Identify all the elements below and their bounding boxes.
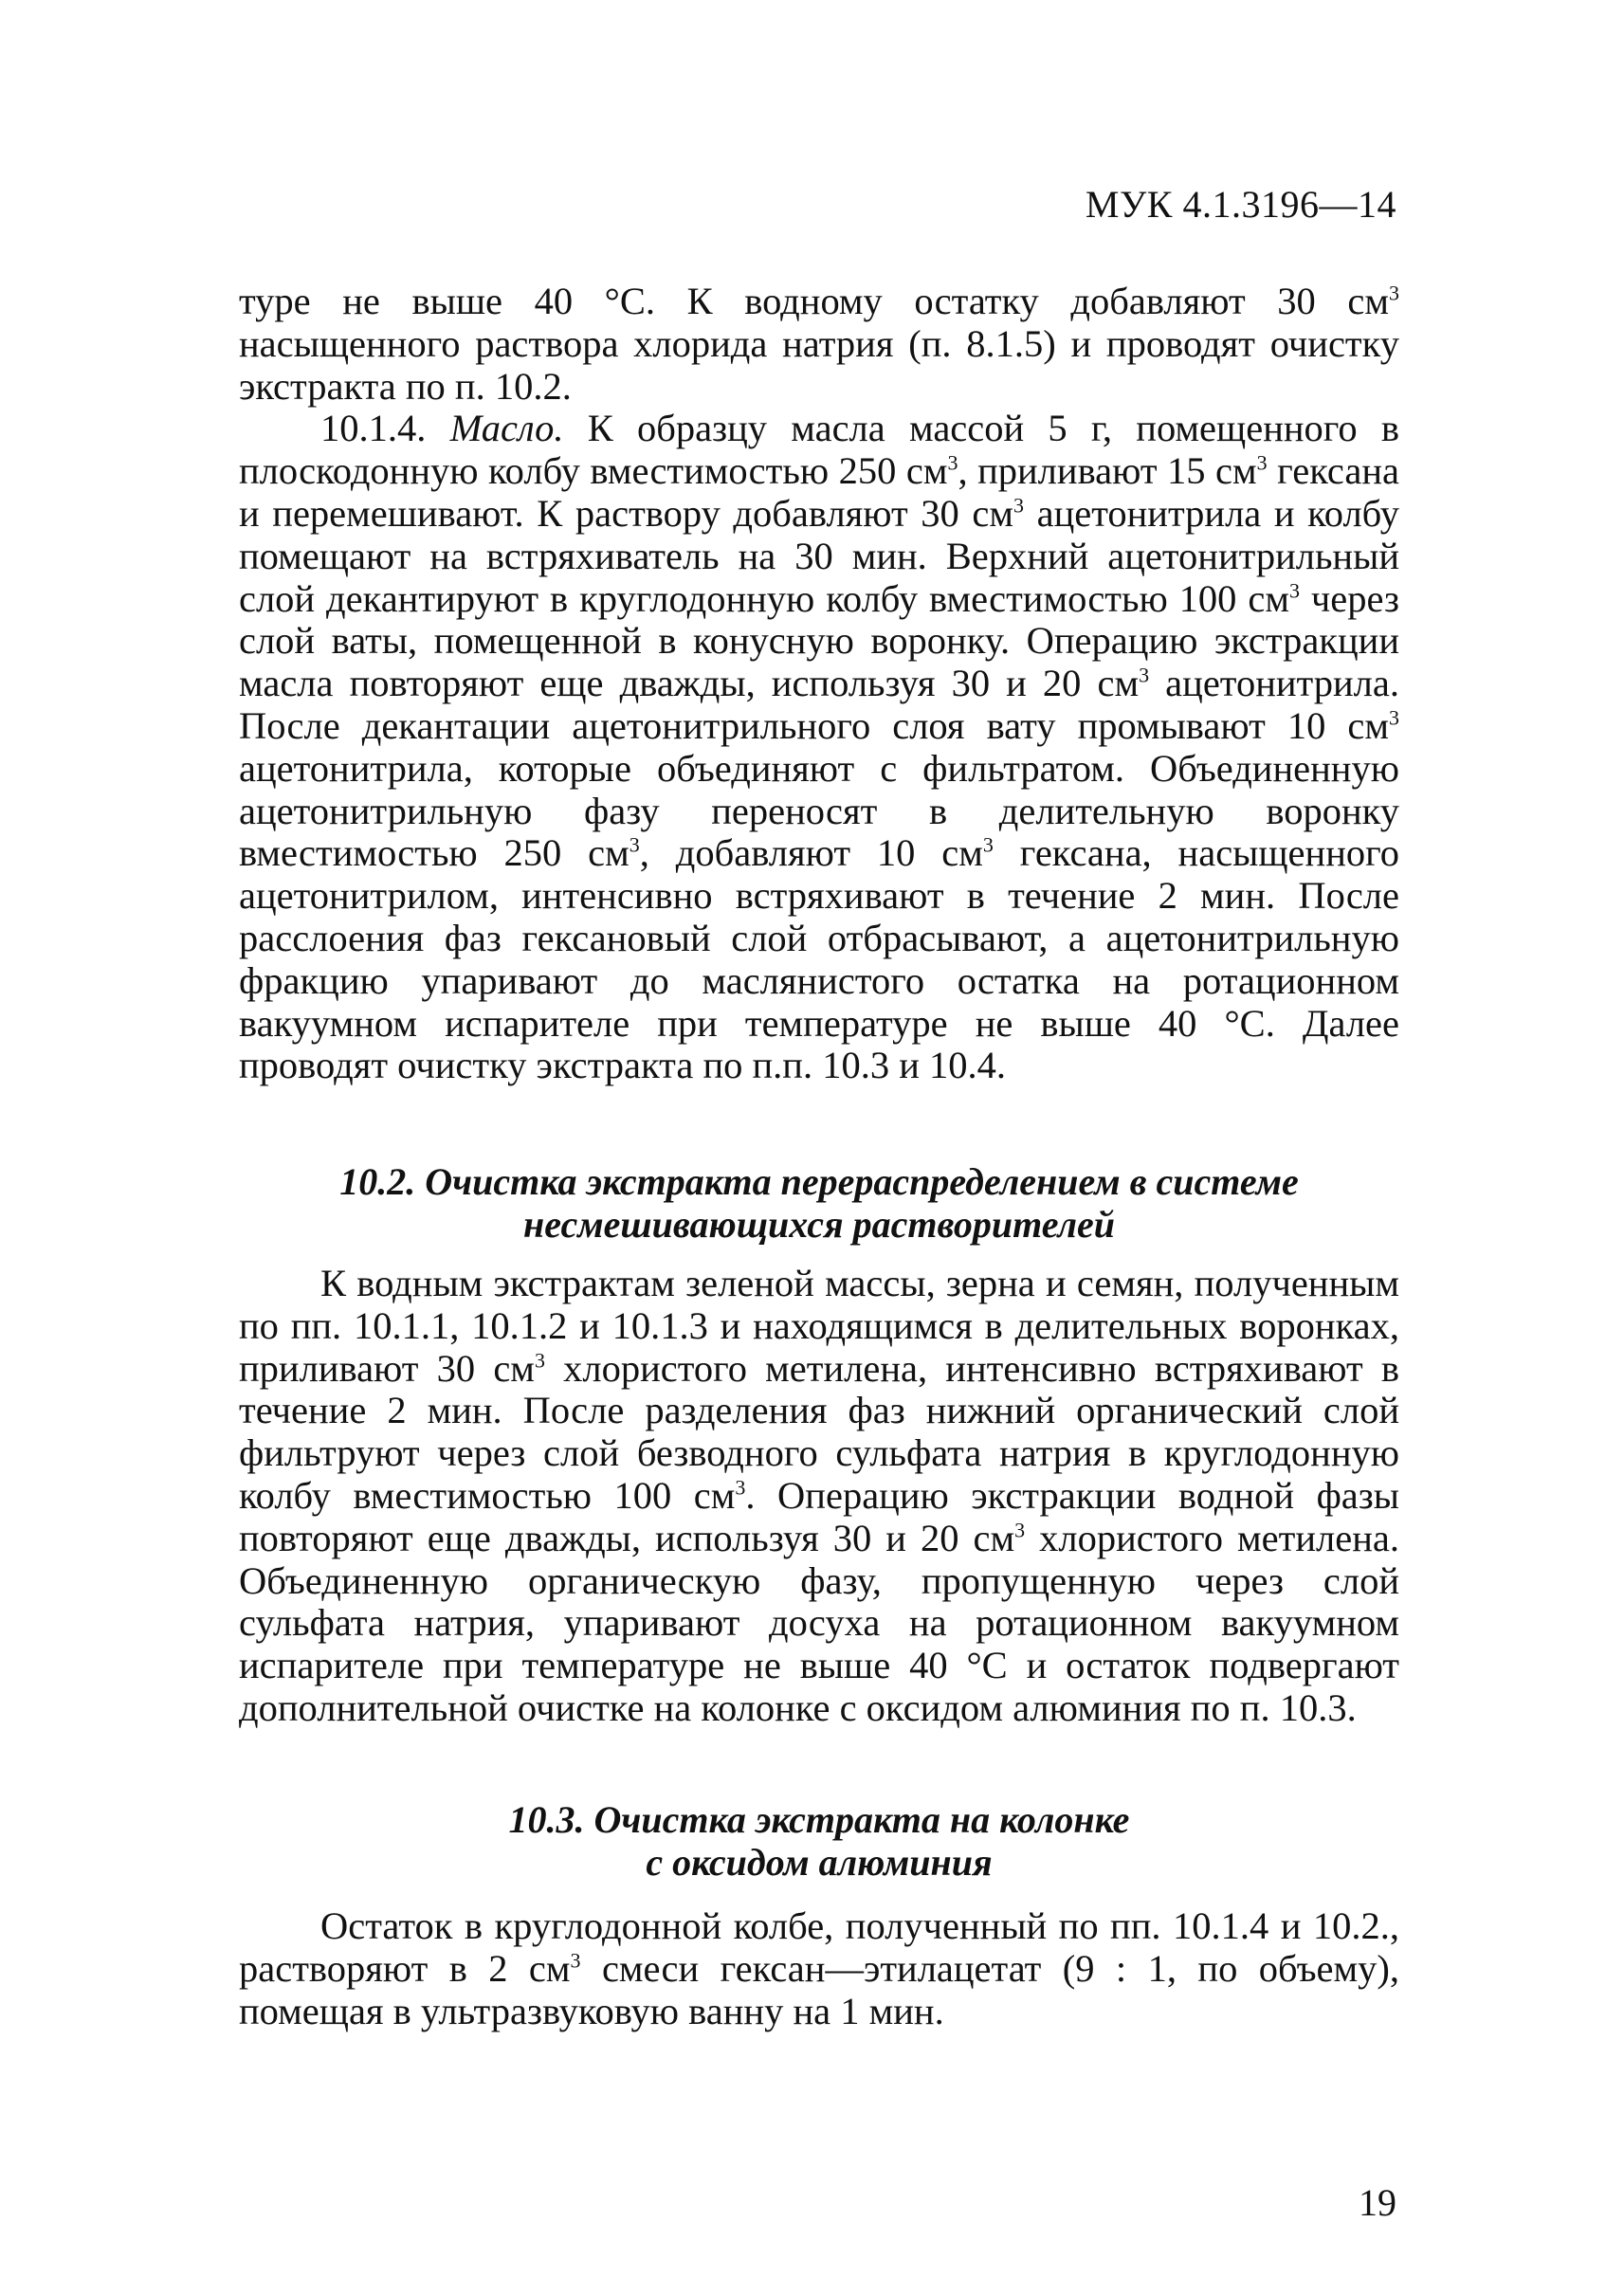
text-block-3 [239,1905,1399,2032]
paragraph-10-3: Остаток в круглодонной колбе, полученный по пп. 10.1.4 и 10.2., растворяют в 2 $см^3$ смеси гексан—этилацетат (9 : 1, по объему), помещая в ультразвуковую ванну на 1 мин. [239,1904,1399,2032]
page-number: 19 [1359,2181,1396,2224]
section-heading-10-3: 10.3. Очистка экстракта на колонке с оксидом алюминия [508,1798,1130,1884]
paragraph-end-of-10-1-3: туре не выше 40 °С. К водному остатку добавляют 30 $см^3$ насыщенного раствора хлорида натрия (п. 8.1.5) и проводят очистку экстракта по п. 10.2. [239,280,1399,408]
document-code: МУК 4.1.3196—14 [1085,183,1396,226]
term-oil: Масло. [449,407,564,450]
text-block-2 [239,1263,1399,1730]
text-block-1 [239,281,1399,1087]
section-heading-10-2: 10.2. Очистка экстракта перераспределением в системе несмешивающихся растворителей [339,1160,1299,1246]
paragraph-10-1-4: 10.1.4. Масло. К образцу масла массой 5 г, помещенного в плоскодонную колбу вместимостью 250 $см^3$, приливают 15 $см^3$ гексана и перемешивают. К раствору добавляют 30 $см^3$ ацетонитрила и колбу помещают на встряхиватель на 30 мин. Верхний ацетонитрильный слой декантируют в круглодонную колбу вместимостью 100 $см^3$ через слой ваты, помещенной в конусную воронку. Операцию экстракции масла повторяют еще дважды, используя 30 и 20 $см^3$ ацетонитрила. После декантации ацетонитрильного слоя вату промывают 10 $см^3$ ацетонитрила, которые объединяют с фильтратом. Объединенную ацетонитрильную фазу переносят в делительную воронку вместимостью 250 $см^3$, добавляют 10 $см^3$ гексана, насыщенного ацетонитрилом, интенсивно встряхивают в течение 2 мин. После расслоения фаз гексановый слой отбрасывают, а ацетонитрильную фракцию упаривают до маслянистого остатка на ротационном вакуумном испарителе при температуре не выше 40 °С. Далее проводят очистку экстракта по п.п. 10.3 и 10.4. [239,407,1399,1087]
paragraph-10-2: К водным экстрактам зеленой массы, зерна и семян, полученным по пп. 10.1.1, 10.1.2 и 10.1.3 и находящимся в делительных воронках, приливают 30 $см^3$ хлористого метилена, интенсивно встряхивают в течение 2 мин. После разделения фаз нижний органический слой фильтруют через слой безводного сульфата натрия в круглодонную колбу вместимостью 100 $см^3$. Операцию экстракции водной фазы повторяют еще дважды, используя 30 и 20 $см^3$ хлористого метилена. Объединенную органическую фазу, пропущенную через слой сульфата натрия, упаривают досуха на ротационном вакуумном испарителе при температуре не выше 40 °С и остаток подвергают дополнительной очистке на колонке с оксидом алюминия по п. 10.3. [239,1262,1399,1729]
